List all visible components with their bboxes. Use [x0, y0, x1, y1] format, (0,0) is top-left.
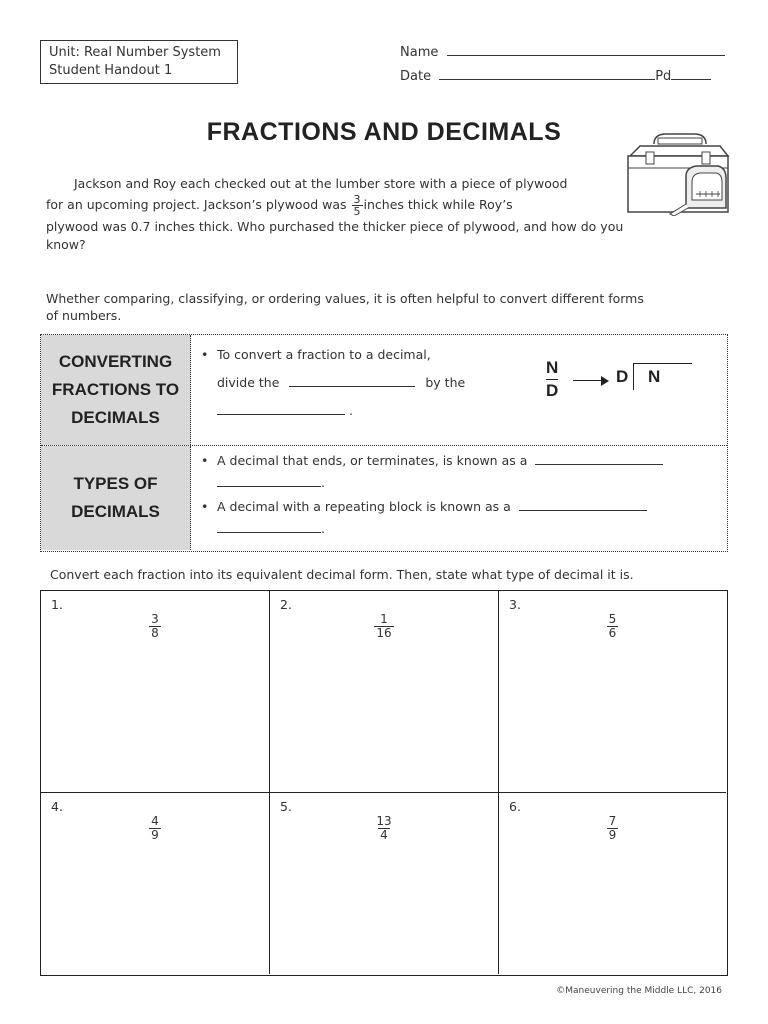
types-label — [41, 446, 191, 550]
date-label: Date — [400, 69, 432, 84]
converting-label-line1: CONVERTING — [58, 352, 173, 371]
unit-info-box — [40, 40, 238, 84]
divide-line — [201, 369, 465, 397]
fraction-numerator: 3 — [151, 612, 159, 626]
n-over-d-fraction — [546, 357, 558, 402]
problem-number: 3. — [509, 597, 521, 612]
bullet-icon: • — [201, 347, 209, 362]
problem-cell[interactable] — [41, 591, 270, 793]
divisor-line: . — [201, 397, 465, 425]
converting-content — [201, 341, 465, 425]
converting-label — [41, 335, 191, 445]
problem-grid — [40, 590, 728, 976]
problem-fraction — [607, 613, 619, 640]
problem-fraction — [607, 815, 619, 842]
fraction-denominator: 4 — [380, 828, 388, 842]
intro-line-2b: inches thick while Roy’s — [363, 197, 513, 212]
intro-fraction-num: 3 — [353, 193, 361, 206]
repeating-blank-line: . — [201, 518, 663, 540]
dividend-blank[interactable] — [289, 373, 415, 387]
whether-paragraph — [46, 290, 736, 324]
problem-fraction — [374, 613, 393, 640]
fraction-denominator: 8 — [151, 626, 159, 640]
arrow-icon — [573, 380, 603, 381]
fraction-numerator: 5 — [608, 612, 617, 626]
pd-label: Pd — [655, 69, 672, 84]
pd-blank[interactable] — [671, 66, 711, 80]
fraction-denominator: 16 — [376, 626, 392, 640]
concept-table — [40, 334, 728, 552]
name-blank[interactable] — [447, 42, 725, 56]
repeating-blank-2[interactable] — [217, 519, 321, 533]
converting-label-line3: DECIMALS — [71, 408, 160, 427]
whether-line-1: Whether comparing, classifying, or ordering values, it is often helpful to convert different forms — [46, 291, 644, 306]
unit-label: Unit: Real Number System — [49, 45, 221, 60]
converting-bullet-text: To convert a fraction to a decimal, — [217, 347, 431, 362]
intro-line-2 — [46, 194, 636, 216]
problem-number: 5. — [280, 799, 292, 814]
copyright-footer: ©Maneuvering the Middle LLC, 2016 — [556, 986, 722, 996]
terminating-bullet — [201, 450, 663, 472]
long-division-dividend: N — [648, 367, 661, 386]
name-field[interactable] — [400, 42, 725, 60]
intro-line-1: Jackson and Roy each checked out at the lumber store with a piece of plywood — [74, 176, 568, 191]
intro-line-4: know? — [46, 237, 86, 252]
by-the-text: by the — [425, 375, 466, 390]
terminating-blank-line: . — [201, 472, 663, 494]
fraction-denominator: 9 — [608, 828, 617, 842]
fraction-denominator: 9 — [151, 828, 159, 842]
fraction-denominator: 6 — [608, 626, 617, 640]
intro-fraction-den: 5 — [353, 205, 361, 218]
fraction-numerator: 1 — [380, 612, 388, 626]
long-division-divisor: D — [616, 367, 629, 386]
repeating-bullet — [201, 496, 663, 518]
problem-cell[interactable] — [270, 793, 499, 974]
problem-fraction — [149, 613, 161, 640]
types-content — [201, 450, 663, 540]
repeating-blank[interactable] — [519, 497, 647, 511]
problem-cell[interactable] — [499, 793, 726, 974]
intro-fraction — [352, 194, 363, 217]
intro-line-2a: for an upcoming project. Jackson’s plywood was — [46, 197, 347, 212]
divide-the-text: divide the — [217, 375, 280, 390]
intro-paragraph-cont — [46, 218, 736, 254]
intro-line-3: plywood was 0.7 inches thick. Who purchased the thicker piece of plywood, and how do you — [46, 219, 624, 234]
terminating-blank-2[interactable] — [217, 473, 321, 487]
fraction-numerator: 4 — [151, 814, 159, 828]
repeating-text: A decimal with a repeating block is known as a — [217, 499, 511, 514]
problem-fraction — [374, 815, 393, 842]
date-field[interactable] — [400, 66, 711, 84]
toolbox-icon — [622, 130, 732, 216]
d-denominator: D — [546, 381, 559, 400]
handout-label: Student Handout 1 — [49, 63, 173, 78]
page-title: FRACTIONS AND DECIMALS — [206, 118, 562, 146]
divisor-blank[interactable] — [217, 401, 345, 415]
name-label: Name — [400, 45, 439, 60]
instructions: Convert each fraction into its equivalent decimal form. Then, state what type of decimal it is. — [50, 567, 634, 582]
whether-line-2: of numbers. — [46, 308, 122, 323]
terminating-blank[interactable] — [535, 451, 663, 465]
types-label-line1: TYPES OF — [73, 474, 158, 493]
problem-number: 4. — [51, 799, 63, 814]
converting-row — [41, 335, 727, 446]
problem-fraction — [149, 815, 161, 842]
n-numerator: N — [546, 358, 559, 377]
problem-number: 6. — [509, 799, 521, 814]
problem-number: 1. — [51, 597, 63, 612]
date-blank[interactable] — [439, 66, 655, 80]
terminating-text: A decimal that ends, or terminates, is known as a — [217, 453, 528, 468]
arrow-head-icon — [601, 376, 609, 386]
bullet-icon: • — [201, 453, 209, 468]
long-division-bracket-icon — [633, 363, 692, 390]
problem-cell[interactable] — [41, 793, 270, 974]
converting-bullet — [201, 341, 465, 369]
converting-label-line2: FRACTIONS TO — [51, 380, 180, 399]
types-row — [41, 446, 727, 550]
intro-paragraph — [46, 174, 636, 216]
fraction-numerator: 13 — [376, 814, 392, 828]
problem-cell[interactable] — [270, 591, 499, 793]
problem-number: 2. — [280, 597, 292, 612]
types-label-line2: DECIMALS — [71, 502, 160, 521]
bullet-icon: • — [201, 499, 209, 514]
fraction-numerator: 7 — [608, 814, 617, 828]
problem-cell[interactable] — [499, 591, 726, 793]
